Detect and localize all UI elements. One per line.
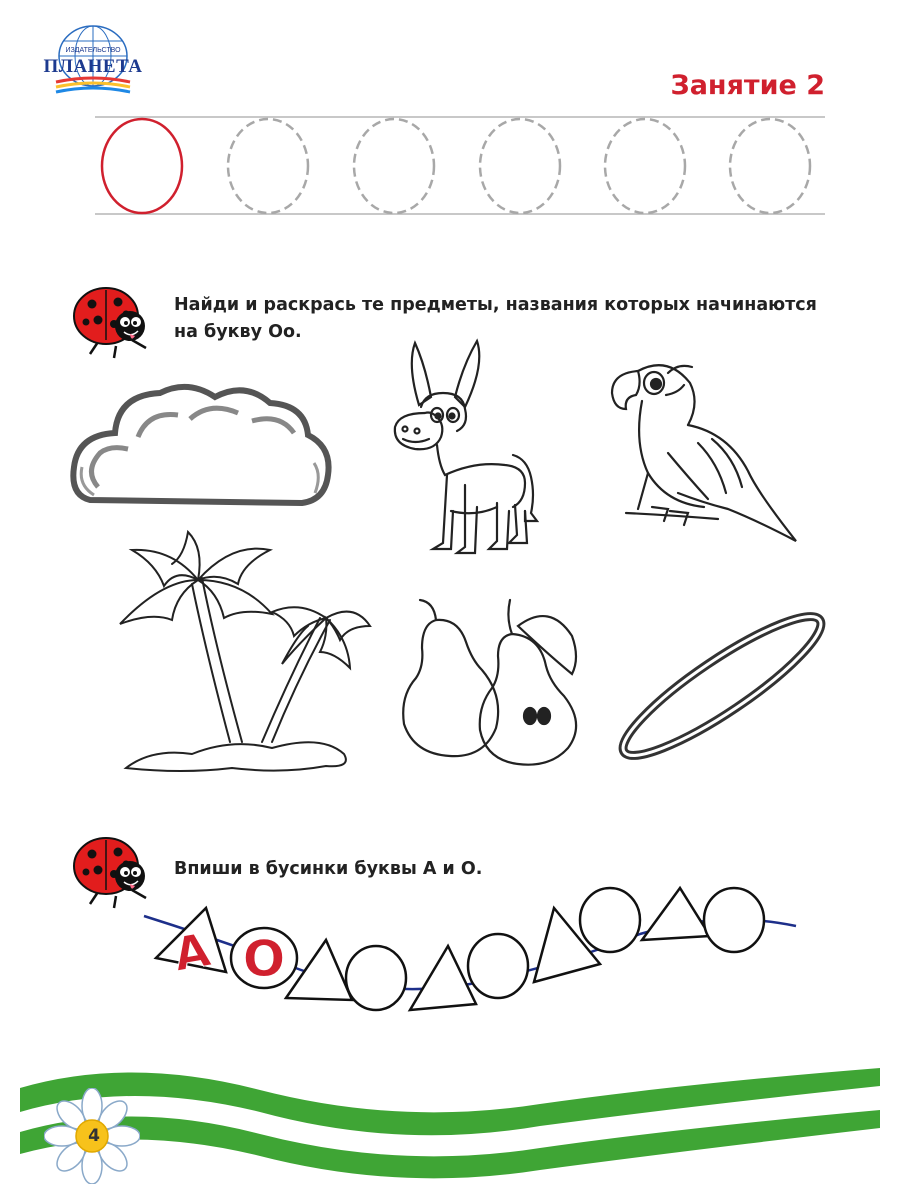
dashed-letter-o bbox=[605, 119, 685, 213]
cloud-picture bbox=[70, 375, 335, 515]
tracing-row bbox=[90, 110, 830, 225]
dashed-letter-o bbox=[228, 119, 308, 213]
bead-letter-a: А bbox=[169, 922, 215, 982]
parrot-picture bbox=[608, 353, 803, 553]
logo-text: ПЛАНЕТА bbox=[43, 56, 143, 77]
task2-instruction: Впиши в бусинки буквы А и О. bbox=[174, 859, 483, 879]
dashed-letter-o bbox=[354, 119, 434, 213]
donkey-picture bbox=[385, 335, 540, 567]
bead-triangle bbox=[410, 946, 476, 1010]
bead-triangle bbox=[642, 888, 710, 940]
dashed-letter-o bbox=[480, 119, 560, 213]
bead-letter-o: О bbox=[242, 930, 286, 988]
pears-picture bbox=[400, 596, 585, 768]
bead-circle bbox=[346, 946, 406, 1010]
lesson-title: Занятие 2 bbox=[670, 70, 825, 101]
logo-subtext: ИЗДАТЕЛЬСТВО bbox=[65, 47, 121, 54]
beads-necklace bbox=[140, 880, 800, 1020]
traced-letter-o bbox=[102, 119, 182, 213]
bead-circle bbox=[704, 888, 764, 952]
palm-trees-picture bbox=[112, 528, 372, 778]
page-number: 4 bbox=[88, 1126, 100, 1146]
dashed-letter-o bbox=[730, 119, 810, 213]
hoop-picture bbox=[615, 606, 830, 766]
task1-line2: на букву Оо. bbox=[174, 322, 302, 342]
ladybug-icon bbox=[68, 280, 158, 360]
bead-circle bbox=[580, 888, 640, 952]
task1-line1: Найди и раскрась те предметы, названия которых начинаются bbox=[174, 295, 817, 315]
bead-circle bbox=[468, 934, 528, 998]
